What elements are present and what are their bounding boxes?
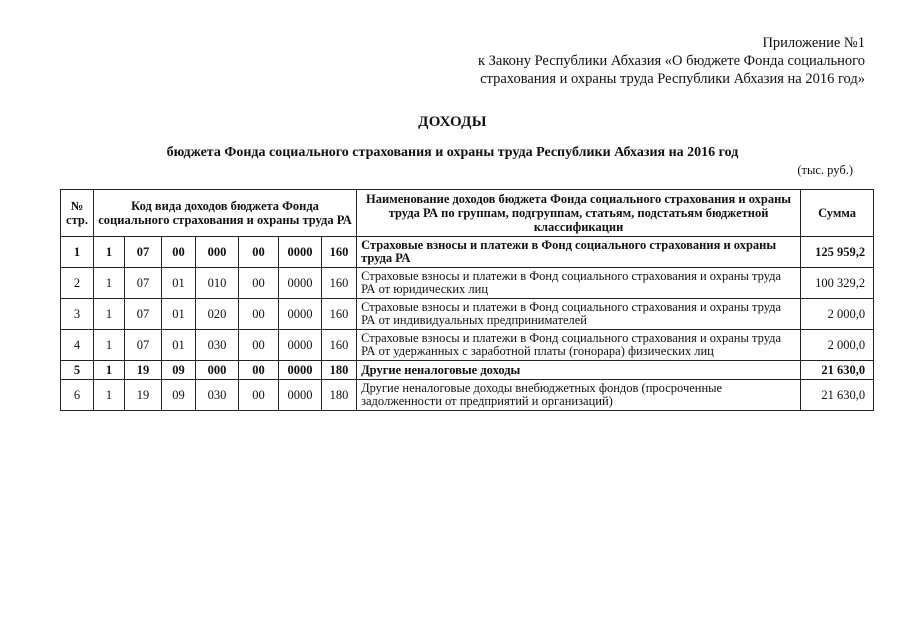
header-code: Код вида доходов бюджета Фонда социального страхования и охраны труда РА <box>94 190 357 237</box>
table-row <box>61 299 874 330</box>
code-part: 00 <box>239 299 279 330</box>
annex-number: Приложение №1 <box>762 35 865 51</box>
code-part: 180 <box>322 380 357 411</box>
row-number: 1 <box>61 237 94 268</box>
code-part: 19 <box>125 380 162 411</box>
code-part: 160 <box>322 268 357 299</box>
document-title: ДОХОДЫ <box>418 114 487 130</box>
income-name: Страховые взносы и платежи в Фонд социального страхования и охраны труда РА от удержанных с заработной платы (гонорара) физических лиц <box>357 330 801 361</box>
code-part: 180 <box>322 361 357 380</box>
code-part: 1 <box>94 299 125 330</box>
income-sum: 21 630,0 <box>801 380 874 411</box>
income-sum: 2 000,0 <box>801 330 874 361</box>
code-part: 0000 <box>279 330 322 361</box>
code-part: 000 <box>196 237 239 268</box>
code-part: 09 <box>162 380 196 411</box>
code-part: 1 <box>94 268 125 299</box>
income-sum: 125 959,2 <box>801 237 874 268</box>
units-note: (тыс. руб.) <box>797 163 853 177</box>
income-sum: 2 000,0 <box>801 299 874 330</box>
code-part: 00 <box>239 330 279 361</box>
table-row <box>61 361 874 380</box>
code-part: 1 <box>94 361 125 380</box>
code-part: 160 <box>322 299 357 330</box>
table-header-row <box>61 190 874 237</box>
code-part: 0000 <box>279 268 322 299</box>
income-name: Страховые взносы и платежи в Фонд социального страхования и охраны труда РА от индивидуальных предпринимателей <box>357 299 801 330</box>
row-number: 3 <box>61 299 94 330</box>
code-part: 01 <box>162 330 196 361</box>
income-table <box>60 189 874 411</box>
code-part: 07 <box>125 299 162 330</box>
row-number: 2 <box>61 268 94 299</box>
income-sum: 100 329,2 <box>801 268 874 299</box>
annex-law-line2: страхования и охраны труда Республики Абхазия на 2016 год» <box>480 71 865 87</box>
income-name: Страховые взносы и платежи в Фонд социального страхования и охраны труда РА от юридических лиц <box>357 268 801 299</box>
header-number: № стр. <box>61 190 94 237</box>
code-part: 020 <box>196 299 239 330</box>
code-part: 1 <box>94 237 125 268</box>
row-number: 5 <box>61 361 94 380</box>
income-sum: 21 630,0 <box>801 361 874 380</box>
document-subtitle: бюджета Фонда социального страхования и охраны труда Республики Абхазия на 2016 год <box>166 145 739 160</box>
header-name: Наименование доходов бюджета Фонда социального страхования и охраны труда РА по группам, подгруппам, статьям, подстатьям бюджетной классификации <box>357 190 801 237</box>
annex-header <box>478 34 865 88</box>
code-part: 00 <box>239 361 279 380</box>
code-part: 0000 <box>279 380 322 411</box>
code-part: 07 <box>125 330 162 361</box>
header-sum: Сумма <box>801 190 874 237</box>
table-row <box>61 380 874 411</box>
code-part: 09 <box>162 361 196 380</box>
code-part: 010 <box>196 268 239 299</box>
code-part: 0000 <box>279 299 322 330</box>
income-name: Другие неналоговые доходы внебюджетных фондов (просроченные задолженности от предприятий и организаций) <box>357 380 801 411</box>
code-part: 00 <box>239 237 279 268</box>
code-part: 00 <box>239 268 279 299</box>
code-part: 0000 <box>279 361 322 380</box>
code-part: 1 <box>94 380 125 411</box>
row-number: 4 <box>61 330 94 361</box>
annex-law-line1: к Закону Республики Абхазия «О бюджете Фонда социального <box>478 53 865 69</box>
table-row <box>61 237 874 268</box>
code-part: 07 <box>125 237 162 268</box>
row-number: 6 <box>61 380 94 411</box>
code-part: 1 <box>94 330 125 361</box>
income-name: Другие неналоговые доходы <box>357 361 801 380</box>
income-name: Страховые взносы и платежи в Фонд социального страхования и охраны труда РА <box>357 237 801 268</box>
code-part: 07 <box>125 268 162 299</box>
code-part: 160 <box>322 330 357 361</box>
code-part: 19 <box>125 361 162 380</box>
code-part: 0000 <box>279 237 322 268</box>
code-part: 00 <box>239 380 279 411</box>
table-row <box>61 268 874 299</box>
code-part: 030 <box>196 380 239 411</box>
code-part: 01 <box>162 299 196 330</box>
table-row <box>61 330 874 361</box>
code-part: 160 <box>322 237 357 268</box>
code-part: 00 <box>162 237 196 268</box>
code-part: 01 <box>162 268 196 299</box>
code-part: 030 <box>196 330 239 361</box>
code-part: 000 <box>196 361 239 380</box>
